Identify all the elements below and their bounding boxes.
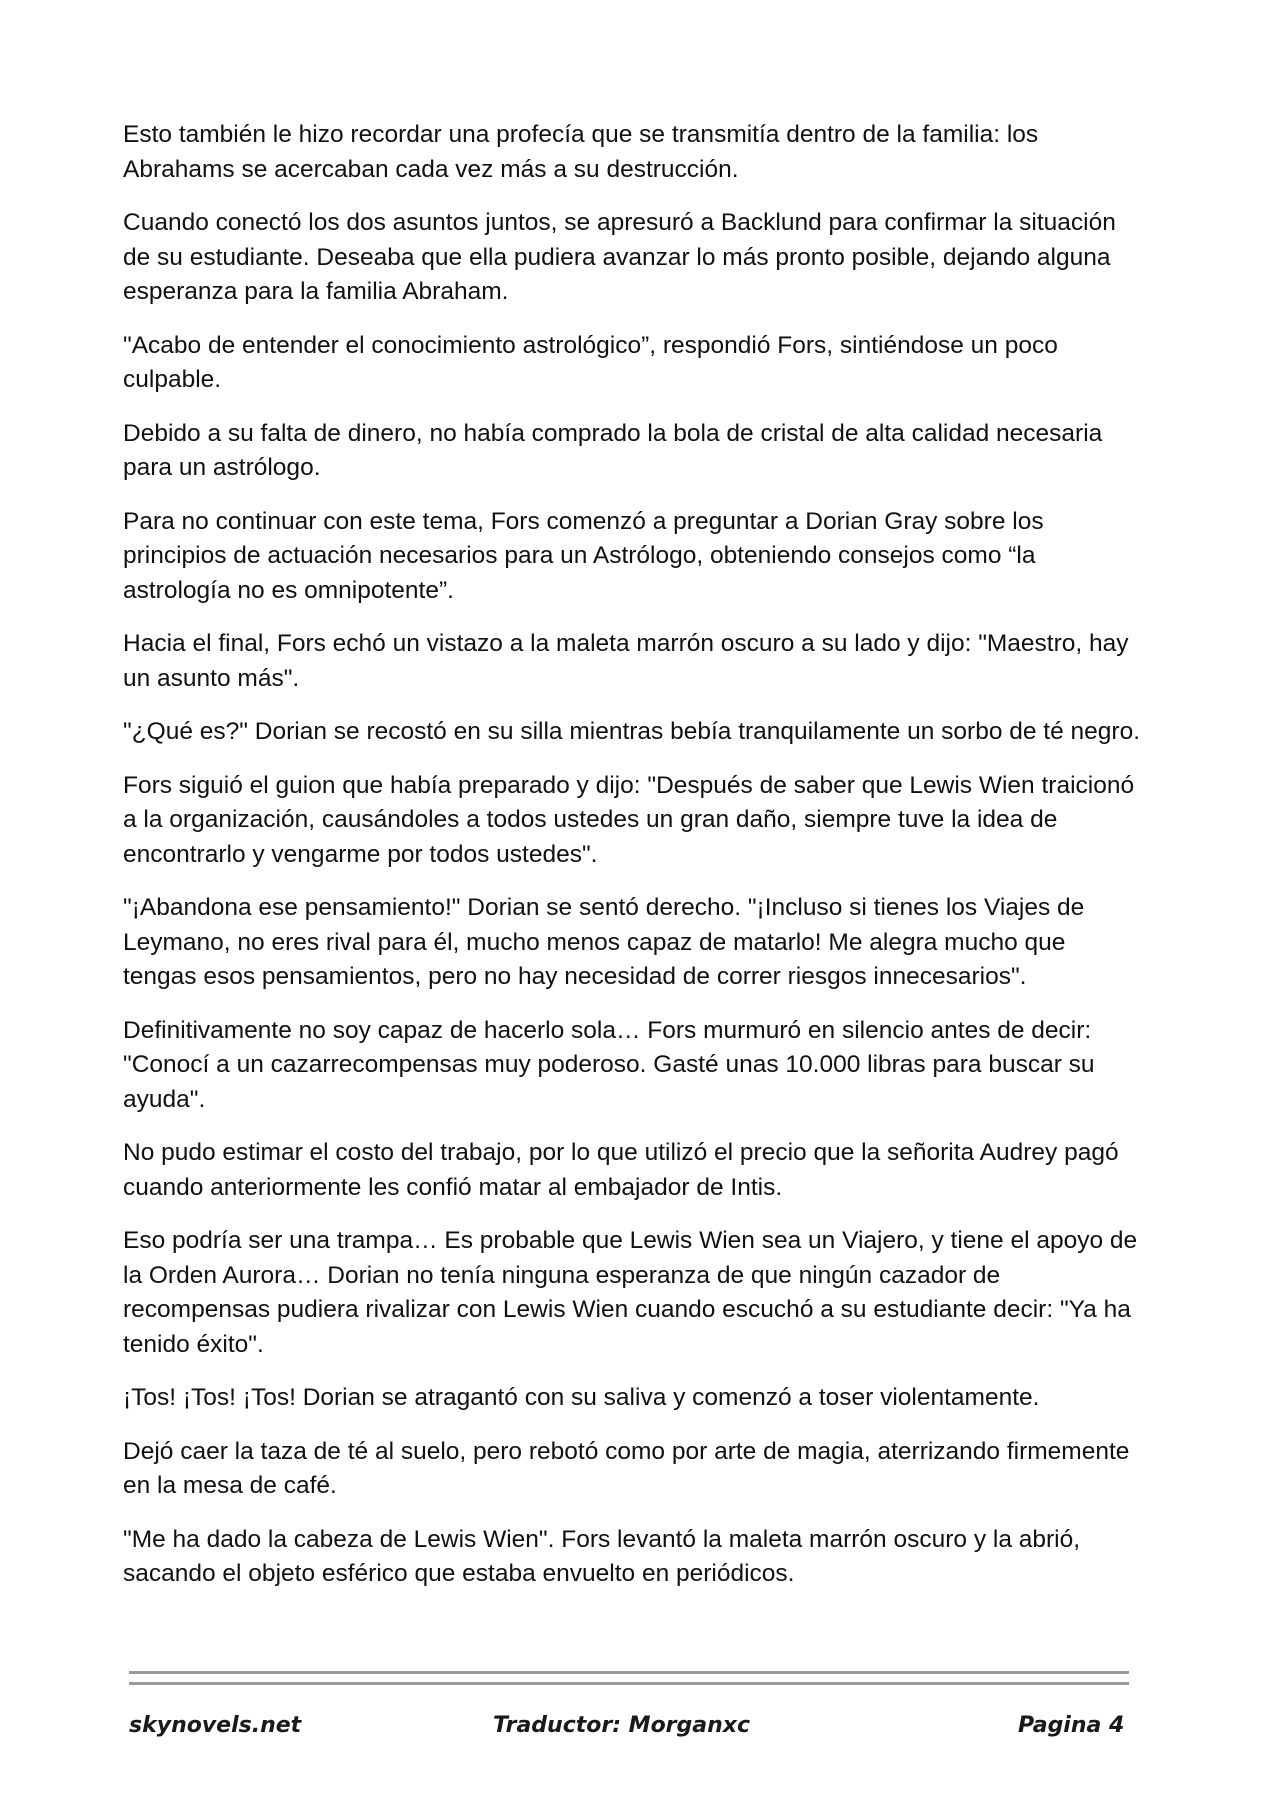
paragraph-9: "¡Abandona ese pensamiento!" Dorian se sentó derecho. "¡Incluso si tienes los Viajes de Leymano, no eres rival para él, mucho menos capaz de matarlo! Me alegra mucho que tengas esos pensamientos, pero no hay necesidad de correr riesgos innecesarios". [123, 894, 1085, 990]
paragraph-6: Hacia el final, Fors echó un vistazo a la maleta marrón oscuro a su lado y dijo: "Maestro, hay un asunto más". [123, 630, 1129, 692]
paragraph-10: Definitivamente no soy capaz de hacerlo sola… Fors murmuró en silencio antes de decir: "Conocí a un cazarrecompensas muy poderoso. Gasté unas 10.000 libras para buscar su ayuda". [123, 1016, 1095, 1113]
paragraph-3: "Acabo de entender el conocimiento astrológico”, respondió Fors, sintiéndose un poco culpable. [123, 331, 1058, 393]
paragraph-2: Cuando conectó los dos asuntos juntos, se apresuró a Backlund para confirmar la situación de su estudiante. Deseaba que ella pudiera avanzar lo más pronto posible, dejando alguna esperanza para la familia Abraham. [123, 209, 1116, 305]
footer-translator: Traductor: Morganxc [493, 1713, 751, 1738]
paragraph-14: Dejó caer la taza de té al suelo, pero rebotó como por arte de magia, aterrizando firmemente en la mesa de café. [123, 1437, 1130, 1499]
paragraph-4: Debido a su falta de dinero, no había comprado la bola de cristal de alta calidad necesaria para un astrólogo. [123, 419, 1103, 481]
paragraph-8: Fors siguió el guion que había preparado y dijo: "Después de saber que Lewis Wien traicionó a la organización, causándoles a todos ustedes un gran daño, siempre tuve la idea de encontrarlo y vengarme por todos ustedes". [123, 771, 1135, 868]
footer-page-number: Pagina 4 [1018, 1713, 1125, 1738]
paragraph-11: No pudo estimar el costo del trabajo, por lo que utilizó el precio que la señorita Audrey pagó cuando anteriormente les confió matar al embajador de Intis. [123, 1139, 1119, 1201]
paragraph-7: "¿Qué es?" Dorian se recostó en su silla mientras bebía tranquilamente un sorbo de té negro. [123, 718, 1141, 745]
paragraph-5: Para no continuar con este tema, Fors comenzó a preguntar a Dorian Gray sobre los principios de actuación necesarios para un Astrólogo, obteniendo consejos como “la astrología no es omnipotente”. [123, 507, 1044, 604]
paragraph-1: Esto también le hizo recordar una profecía que se transmitía dentro de la familia: los Abrahams se acercaban cada vez más a su destrucción. [123, 121, 1039, 183]
footer-divider-top [129, 1671, 1129, 1674]
paragraph-13: ¡Tos! ¡Tos! ¡Tos! Dorian se atragantó con su saliva y comenzó a toser violentamente. [123, 1384, 1040, 1411]
footer-site: skynovels.net [129, 1713, 302, 1738]
paragraph-15: "Me ha dado la cabeza de Lewis Wien". Fors levantó la maleta marrón oscuro y la abrió, sacando el objeto esférico que estaba envuelto en periódicos. [123, 1525, 1081, 1587]
page-body [123, 118, 1143, 1611]
footer-divider-bottom [129, 1682, 1129, 1685]
paragraph-12: Eso podría ser una trampa… Es probable que Lewis Wien sea un Viajero, y tiene el apoyo de la Orden Aurora… Dorian no tenía ninguna esperanza de que ningún cazador de recompensas pudiera rivalizar con Lewis Wien cuando escuchó a su estudiante decir: "Ya ha tenido éxito". [123, 1227, 1138, 1358]
